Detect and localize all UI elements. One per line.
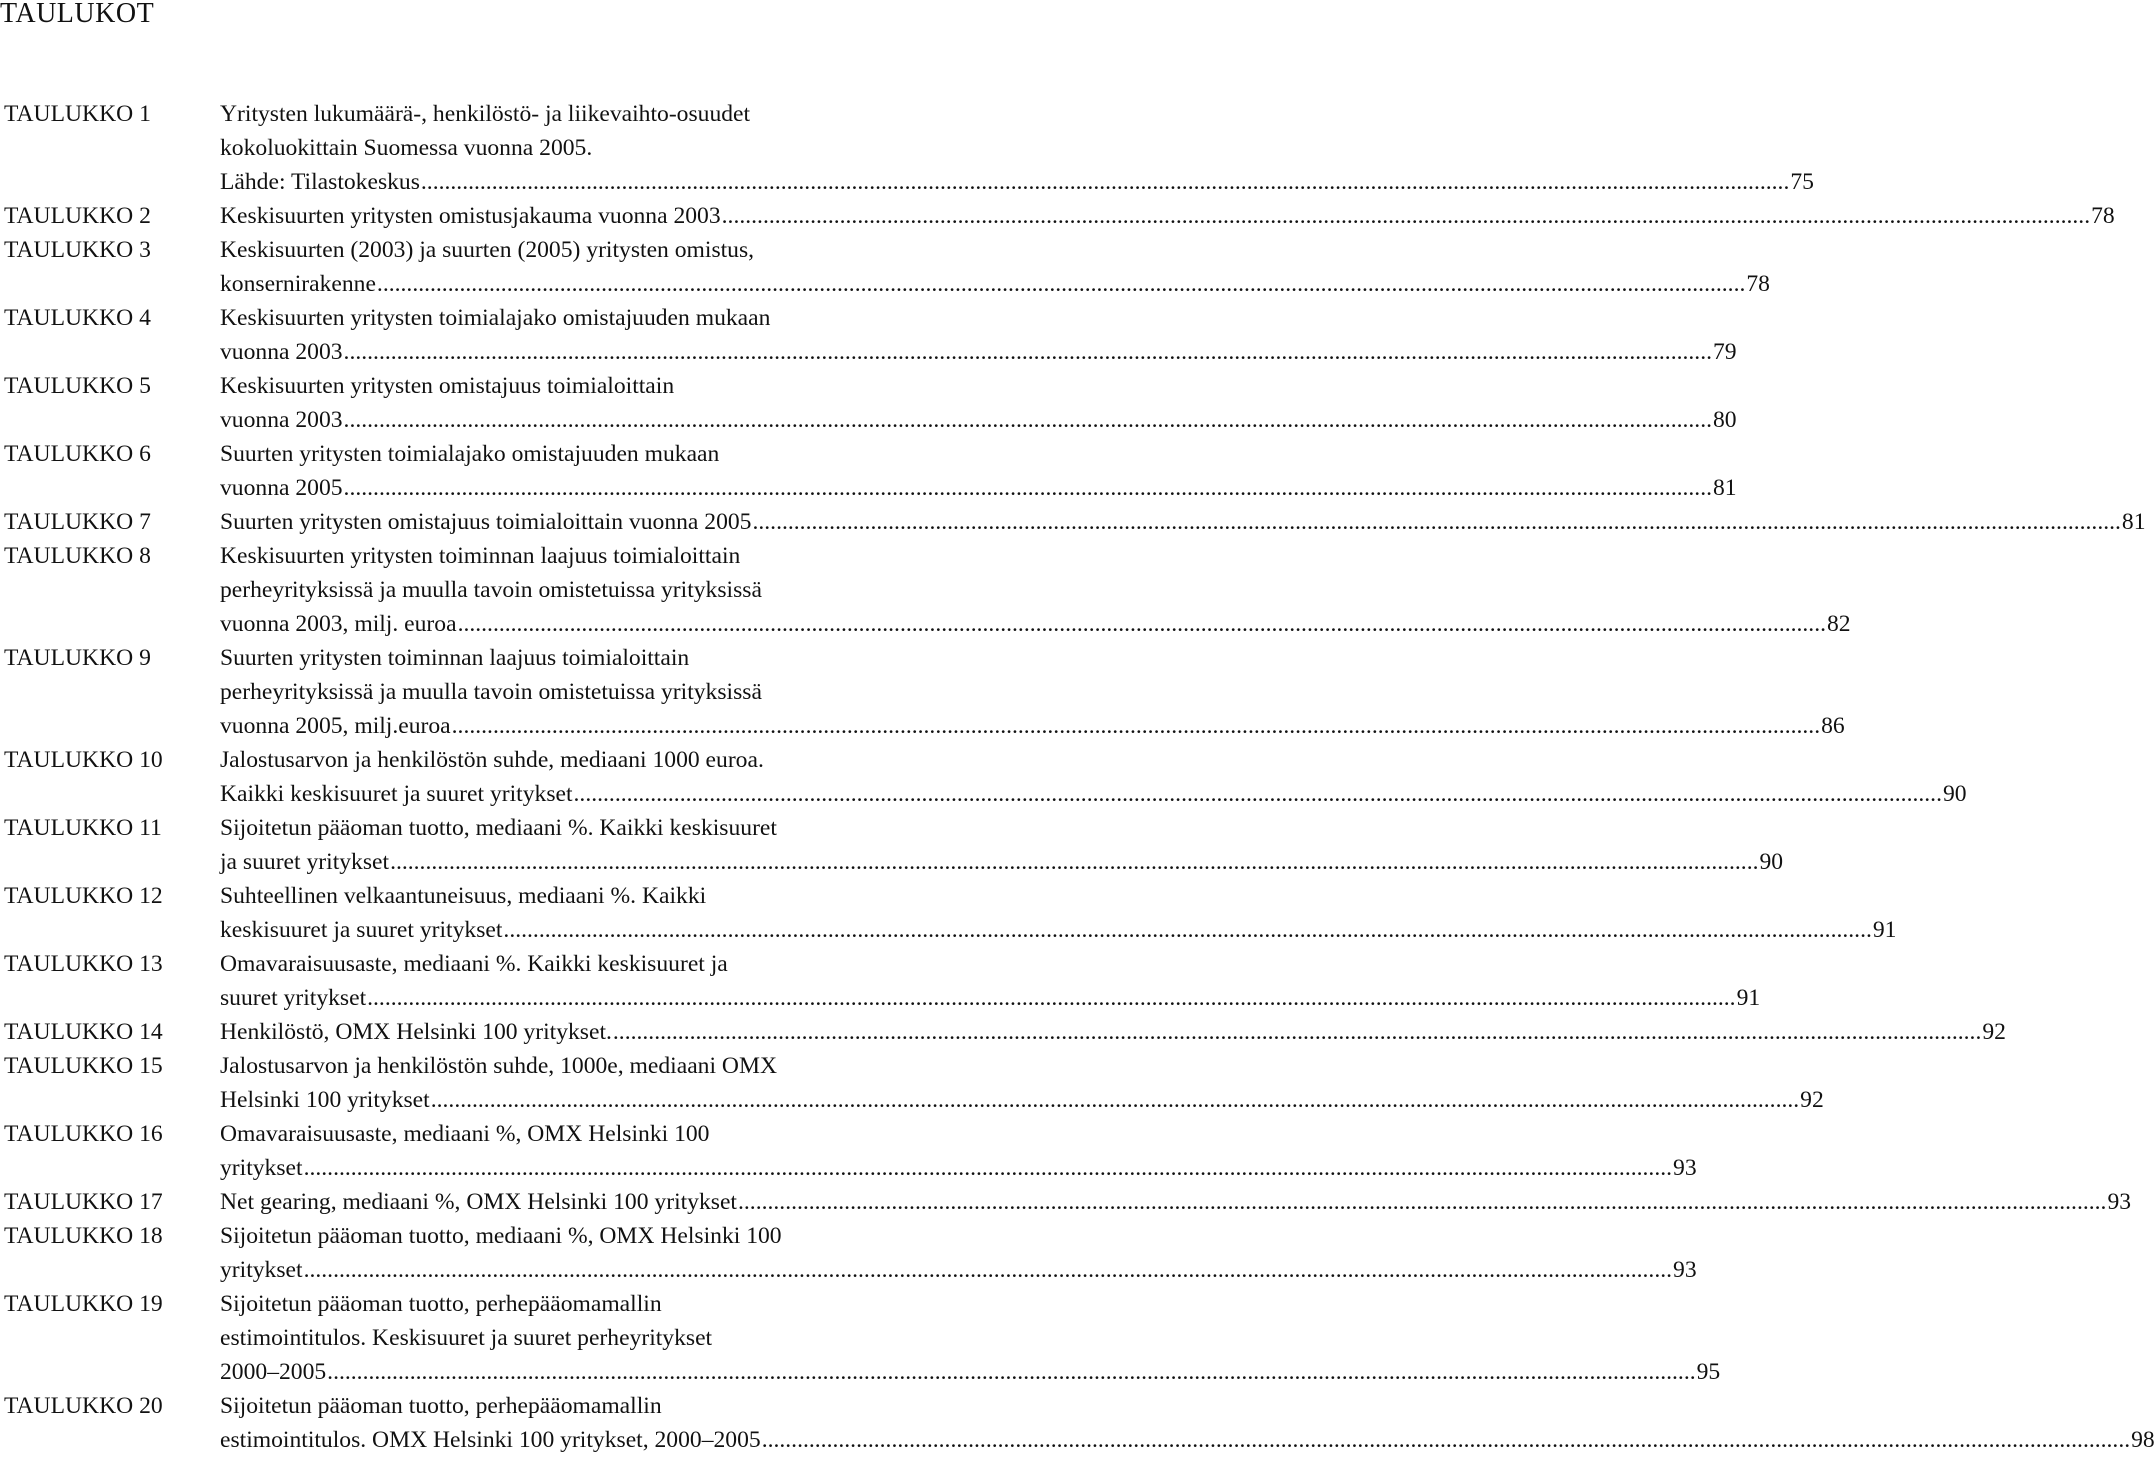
title-line: Keskisuurten (2003) ja suurten (2005) yritysten omistus, [220, 237, 755, 263]
table-label: TAULUKKO 16 [4, 1121, 163, 1147]
title-line: ja suuret yritykset [220, 849, 390, 875]
table-label: TAULUKKO 11 [4, 815, 162, 841]
table-label: TAULUKKO 4 [4, 305, 151, 331]
dot-leader [421, 165, 1789, 199]
page-number: 75 [1790, 169, 1814, 195]
dot-leader [344, 403, 1712, 437]
title-line: Suhteellinen velkaantuneisuus, mediaani %. Kaikki [220, 883, 707, 909]
title-last-line [220, 1355, 1720, 1389]
toc-entry [4, 505, 2146, 539]
title-line: estimointitulos. OMX Helsinki 100 yritykset, 2000–2005 [220, 1427, 761, 1453]
table-label: TAULUKKO 9 [4, 645, 151, 671]
page-number: 91 [1736, 985, 1761, 1011]
table-label: TAULUKKO 13 [4, 951, 163, 977]
title-line: Suurten yritysten toiminnan laajuus toimialoittain [220, 645, 690, 671]
table-label: TAULUKKO 20 [4, 1393, 163, 1419]
dot-leader [452, 709, 1820, 743]
title-last-line [220, 1253, 1697, 1287]
title-line: Kaikki keskisuuret ja suuret yritykset [220, 781, 573, 807]
dot-leader [722, 199, 2090, 233]
title-last-line [220, 199, 2115, 233]
toc-entry [4, 1049, 1824, 1117]
toc-entry [4, 97, 1814, 199]
dot-leader [613, 1015, 1981, 1049]
table-label: TAULUKKO 14 [4, 1019, 163, 1045]
title-line: Suurten yritysten toimialajako omistajuuden mukaan [220, 441, 720, 467]
table-list [4, 97, 2155, 1457]
page-number: 93 [1673, 1155, 1697, 1181]
dot-leader [574, 777, 1942, 811]
table-title [220, 811, 1783, 879]
title-line: vuonna 2003, milj. euroa [220, 611, 457, 637]
table-title [220, 1219, 1697, 1287]
toc-entry [4, 539, 1851, 641]
table-title [220, 1287, 1720, 1389]
toc-entry [4, 1219, 1697, 1287]
title-last-line [220, 335, 1737, 369]
toc-entry [4, 1117, 1697, 1185]
page-number: 86 [1821, 713, 1845, 739]
table-title [220, 1185, 2131, 1219]
page-number: 90 [1942, 781, 1967, 807]
toc-entry [4, 301, 1737, 369]
page-number: 91 [1872, 917, 1897, 943]
page-number: 92 [1982, 1019, 2006, 1045]
dot-leader [752, 505, 2120, 539]
toc-entry [4, 641, 1845, 743]
page-number: 98 [2131, 1427, 2155, 1453]
title-line: Keskisuurten yritysten toimialajako omistajuuden mukaan [220, 305, 771, 331]
toc-entry [4, 811, 1784, 879]
page-number: 80 [1712, 407, 1737, 433]
table-title [220, 505, 2146, 539]
table-title [220, 947, 1760, 1015]
dot-leader [344, 335, 1712, 369]
title-line: yritykset [220, 1155, 303, 1181]
table-label: TAULUKKO 10 [4, 747, 163, 773]
title-last-line [220, 981, 1760, 1015]
page-number: 93 [2107, 1189, 2132, 1215]
title-last-line [220, 1423, 2155, 1457]
title-last-line [220, 267, 1770, 301]
dot-leader [304, 1151, 1672, 1185]
title-line: keskisuuret ja suuret yritykset [220, 917, 503, 943]
title-line: vuonna 2003 [220, 339, 343, 365]
title-line: Lähde: Tilastokeskus [220, 169, 420, 195]
title-line: Keskisuurten yritysten omistusjakauma vuonna 2003 [220, 203, 721, 229]
table-label: TAULUKKO 5 [4, 373, 151, 399]
toc-entry [4, 879, 1897, 947]
toc-entry [4, 743, 1967, 811]
title-last-line [220, 913, 1896, 947]
title-line: Suurten yritysten omistajuus toimialoittain vuonna 2005 [220, 509, 752, 535]
title-line: Omavaraisuusaste, mediaani %, OMX Helsinki 100 [220, 1121, 710, 1147]
table-label: TAULUKKO 17 [4, 1189, 163, 1215]
page-number: 92 [1800, 1087, 1824, 1113]
table-title [220, 437, 1737, 505]
title-line: Sijoitetun pääoman tuotto, perhepääomamallin [220, 1393, 662, 1419]
table-title [220, 1117, 1697, 1185]
table-label: TAULUKKO 1 [4, 101, 151, 127]
title-line: Yritysten lukumäärä-, henkilöstö- ja liikevaihto-osuudet [220, 101, 751, 127]
title-line: Henkilöstö, OMX Helsinki 100 yritykset. [220, 1019, 612, 1045]
page-number: 90 [1759, 849, 1784, 875]
page-number: 81 [1712, 475, 1737, 501]
title-line: vuonna 2005 [220, 475, 343, 501]
dot-leader [503, 913, 1871, 947]
title-last-line [220, 403, 1737, 437]
table-label: TAULUKKO 19 [4, 1291, 163, 1317]
title-last-line [220, 1083, 1824, 1117]
table-label: TAULUKKO 2 [4, 203, 151, 229]
table-title [220, 1389, 2155, 1457]
title-line: Sijoitetun pääoman tuotto, mediaani %, OMX Helsinki 100 [220, 1223, 782, 1249]
title-line: estimointitulos. Keskisuuret ja suuret perheyritykset [220, 1325, 713, 1351]
page-number: 78 [1746, 271, 1770, 297]
title-line: konsernirakenne [220, 271, 376, 297]
title-line: Sijoitetun pääoman tuotto, perhepääomamallin [220, 1291, 662, 1317]
title-line: Jalostusarvon ja henkilöstön suhde, mediaani 1000 euroa. [220, 747, 764, 773]
dot-leader [304, 1253, 1672, 1287]
table-title [220, 301, 1737, 369]
title-last-line [220, 1015, 2006, 1049]
title-last-line [220, 1151, 1697, 1185]
toc-entry [4, 233, 1770, 301]
toc-entry [4, 1389, 2155, 1457]
dot-leader [327, 1355, 1695, 1389]
page-number: 95 [1696, 1359, 1721, 1385]
table-title [220, 539, 1851, 641]
title-line: yritykset [220, 1257, 303, 1283]
title-line: Omavaraisuusaste, mediaani %. Kaikki keskisuuret ja [220, 951, 728, 977]
page-number: 81 [2121, 509, 2146, 535]
toc-entry [4, 369, 1737, 437]
title-line: Net gearing, mediaani %, OMX Helsinki 100 yritykset [220, 1189, 737, 1215]
table-label: TAULUKKO 8 [4, 543, 151, 569]
table-label: TAULUKKO 7 [4, 509, 151, 535]
toc-entry [4, 1287, 1721, 1389]
table-label: TAULUKKO 3 [4, 237, 151, 263]
page-number: 78 [2091, 203, 2115, 229]
page-number: 93 [1673, 1257, 1697, 1283]
title-line: perheyrityksissä ja muulla tavoin omistetuissa yrityksissä [220, 679, 762, 705]
toc-entry [4, 1015, 2006, 1049]
table-title [220, 233, 1770, 301]
table-title [220, 879, 1896, 947]
title-last-line [220, 777, 1967, 811]
title-line: suuret yritykset [220, 985, 367, 1011]
table-label: TAULUKKO 12 [4, 883, 163, 909]
table-title [220, 97, 1814, 199]
title-line: Keskisuurten yritysten toiminnan laajuus toimialoittain [220, 543, 741, 569]
title-line: Keskisuurten yritysten omistajuus toimialoittain [220, 373, 675, 399]
title-line: Helsinki 100 yritykset [220, 1087, 430, 1113]
title-line: Jalostusarvon ja henkilöstön suhde, 1000e, mediaani OMX [220, 1053, 777, 1079]
title-last-line [220, 845, 1783, 879]
title-last-line [220, 471, 1737, 505]
page-number: 82 [1827, 611, 1851, 637]
title-line: vuonna 2003 [220, 407, 343, 433]
title-line: perheyrityksissä ja muulla tavoin omistetuissa yrityksissä [220, 577, 762, 603]
title-last-line [220, 165, 1814, 199]
title-last-line [220, 607, 1851, 641]
toc-entry [4, 437, 1737, 505]
title-line: Sijoitetun pääoman tuotto, mediaani %. Kaikki keskisuuret [220, 815, 777, 841]
title-last-line [220, 1185, 2131, 1219]
dot-leader [344, 471, 1712, 505]
dot-leader [367, 981, 1735, 1015]
table-title [220, 641, 1845, 743]
dot-leader [738, 1185, 2106, 1219]
title-last-line [220, 709, 1845, 743]
table-title [220, 1015, 2006, 1049]
toc-entry [4, 199, 2115, 233]
table-title [220, 1049, 1824, 1117]
title-line: kokoluokittain Suomessa vuonna 2005. [220, 135, 593, 161]
table-title [220, 199, 2115, 233]
title-line: 2000–2005 [220, 1359, 327, 1385]
table-label: TAULUKKO 18 [4, 1223, 163, 1249]
dot-leader [762, 1423, 2130, 1457]
dot-leader [458, 607, 1826, 641]
dot-leader [377, 267, 1745, 301]
toc-entry [4, 1185, 2132, 1219]
table-label: TAULUKKO 15 [4, 1053, 163, 1079]
table-label: TAULUKKO 6 [4, 441, 151, 467]
toc-entry [4, 947, 1761, 1015]
page-title: TAULUKOT [0, 0, 155, 29]
title-line: vuonna 2005, milj.euroa [220, 713, 451, 739]
title-last-line [220, 505, 2146, 539]
table-title [220, 743, 1967, 811]
dot-leader [431, 1083, 1799, 1117]
dot-leader [390, 845, 1758, 879]
table-title [220, 369, 1737, 437]
page-number: 79 [1712, 339, 1737, 365]
